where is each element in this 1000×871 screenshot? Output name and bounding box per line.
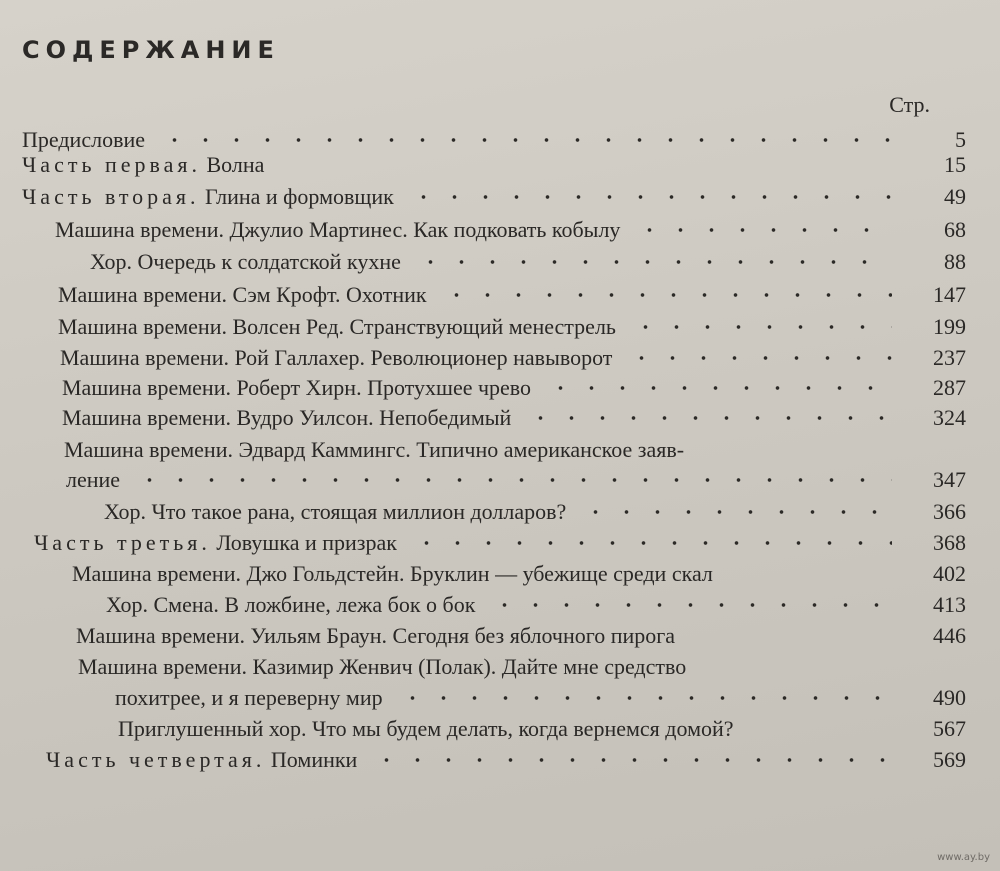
toc-entry-title: Машина времени. Роберт Хирн. Протухшее чрево <box>62 375 532 400</box>
toc-entry <box>0 683 1000 713</box>
toc-entry <box>0 714 1000 744</box>
dot-leader <box>689 631 892 641</box>
dot-leader <box>489 600 892 610</box>
toc-entry-title: Волна <box>201 152 265 177</box>
watermark: www.ay.by <box>937 852 990 863</box>
toc-entry-page: 88 <box>944 249 966 274</box>
toc-entry <box>0 621 1000 651</box>
toc-entry-title: Машина времени. Вудро Уилсон. Непобедимый <box>62 405 512 430</box>
toc-entry-page: 324 <box>933 405 966 430</box>
toc-entry-page: 569 <box>933 747 966 772</box>
toc-part-label: Часть третья. <box>34 530 211 555</box>
toc-entry-title: Машина времени. Джулио Мартинес. Как подковать кобылу <box>55 217 621 242</box>
toc-entry-title: Машина времени. Волсен Ред. Странствующий менестрель <box>58 314 616 339</box>
toc-entry-page: 199 <box>933 314 966 339</box>
dot-leader <box>415 257 892 267</box>
dot-leader <box>408 192 892 202</box>
dot-leader <box>371 755 892 765</box>
toc-entry <box>0 247 1000 277</box>
toc-entry-page: 5 <box>955 127 966 152</box>
toc-entry <box>0 215 1000 245</box>
toc-entry <box>0 373 1000 403</box>
toc-entry <box>0 559 1000 589</box>
toc-heading: СОДЕРЖАНИЕ <box>22 36 280 64</box>
toc-entry-title: Приглушенный хор. Что мы будем делать, когда вернемся домой? <box>118 716 734 741</box>
dot-leader <box>727 569 892 579</box>
dot-leader <box>698 445 892 455</box>
toc-entry <box>0 403 1000 433</box>
toc-entry-title: Машина времени. Рой Галлахер. Революционер навыворот <box>60 345 613 370</box>
dot-leader <box>441 290 892 300</box>
toc-entry-title: похитрее, и я переверну мир <box>115 685 383 710</box>
toc-entry-page: 446 <box>933 623 966 648</box>
toc-entry-title: Ловушка и призрак <box>210 530 397 555</box>
toc-entry-title: Машина времени. Уильям Браун. Сегодня без яблочного пирога <box>76 623 676 648</box>
toc-entry-title: Хор. Очередь к солдатской кухне <box>90 249 401 274</box>
toc-entry <box>0 465 1000 495</box>
toc-entry-page: 347 <box>933 467 966 492</box>
toc-entry-page: 68 <box>944 217 966 242</box>
toc-entry-page: 402 <box>933 561 966 586</box>
toc-entry <box>0 652 1000 682</box>
toc-entry <box>0 343 1000 373</box>
toc-part-label: Часть вторая. <box>22 184 200 209</box>
toc-entry-page: 237 <box>933 345 966 370</box>
dot-leader <box>580 507 892 517</box>
toc-entry-page: 287 <box>933 375 966 400</box>
toc-entry <box>0 590 1000 620</box>
toc-part-label: Часть первая. <box>22 152 201 177</box>
toc-entry-title: Предисловие <box>22 127 145 152</box>
toc-entry <box>0 528 1000 558</box>
toc-entry <box>0 745 1000 775</box>
toc-entry-title: Машина времени. Эдвард Каммингс. Типично американское заяв- <box>64 437 685 462</box>
toc-entry-page: 147 <box>933 282 966 307</box>
dot-leader <box>700 662 892 672</box>
dot-leader <box>134 475 892 485</box>
toc-entry-page: 15 <box>944 152 966 177</box>
toc-entry <box>0 150 1000 180</box>
dot-leader <box>159 135 892 145</box>
toc-entry-page: 366 <box>933 499 966 524</box>
toc-entry-title: Машина времени. Сэм Крофт. Охотник <box>58 282 427 307</box>
dot-leader <box>748 724 892 734</box>
page-column-label: Стр. <box>889 92 930 117</box>
toc-entry <box>0 497 1000 527</box>
dot-leader <box>634 225 892 235</box>
dot-leader <box>525 413 892 423</box>
toc-part-label: Часть четвертая. <box>46 747 266 772</box>
toc-entry-page: 413 <box>933 592 966 617</box>
toc-entry <box>0 312 1000 342</box>
toc-entry-page: 490 <box>933 685 966 710</box>
dot-leader <box>626 353 892 363</box>
toc-entry <box>0 280 1000 310</box>
toc-entry-title: Машина времени. Джо Гольдстейн. Бруклин — убежище среди скал <box>72 561 713 586</box>
toc-entry-page: 368 <box>933 530 966 555</box>
dot-leader <box>397 693 892 703</box>
toc-entry-page: 567 <box>933 716 966 741</box>
toc-entry-title: Глина и формовщик <box>199 184 394 209</box>
toc-entry <box>0 182 1000 212</box>
toc-entry-title: Поминки <box>265 747 358 772</box>
toc-entry-title: Хор. Смена. В ложбине, лежа бок о бок <box>106 592 476 617</box>
toc-entry-page: 49 <box>944 184 966 209</box>
toc-entry-title: Машина времени. Казимир Женвич (Полак). Дайте мне средство <box>78 654 687 679</box>
toc-entry-title: Хор. Что такое рана, стоящая миллион долларов? <box>104 499 567 524</box>
toc-entry <box>0 435 1000 465</box>
dot-leader <box>278 160 892 170</box>
dot-leader <box>630 322 892 332</box>
toc-entry-title: ление <box>66 467 121 492</box>
dot-leader <box>411 538 892 548</box>
dot-leader <box>545 383 892 393</box>
